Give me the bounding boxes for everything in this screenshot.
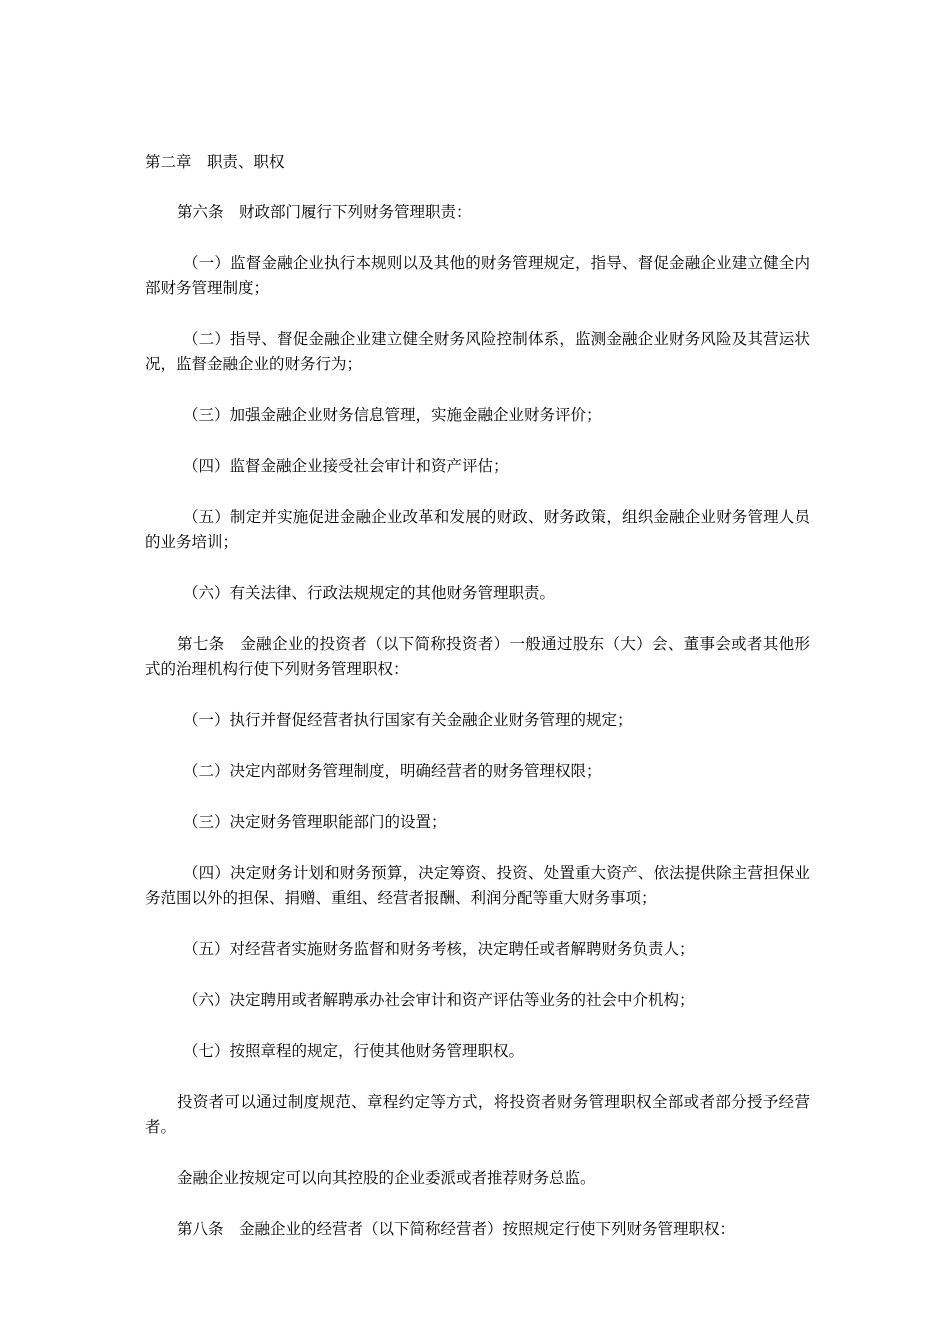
article-6-item-1: （一）监督金融企业执行本规则以及其他的财务管理规定，指导、督促金融企业建立健全内部财务管理制度； — [145, 254, 810, 297]
article-6-heading: 第六条 财政部门履行下列财务管理职责： — [177, 203, 472, 221]
article-7-item-2: （二）决定内部财务管理制度，明确经营者的财务管理权限； — [183, 762, 602, 780]
article-6-item-3: （三）加强金融企业财务信息管理，实施金融企业财务评价； — [183, 406, 602, 424]
article-7-item-7: （七）按照章程的规定，行使其他财务管理职权。 — [183, 1042, 525, 1060]
document-page — [145, 150, 810, 1268]
article-7-item-4: （四）决定财务计划和财务预算，决定筹资、投资、处置重大资产、依法提供除主营担保业务范围以外的担保、捐赠、重组、经营者报酬、利润分配等重大财务事项； — [145, 864, 810, 907]
article-7-item-6: （六）决定聘用或者解聘承办社会审计和资产评估等业务的社会中介机构； — [183, 991, 695, 1009]
article-7-delegation-paragraph: 投资者可以通过制度规范、章程约定等方式，将投资者财务管理职权全部或者部分授予经营者。 — [145, 1093, 810, 1136]
article-7-heading: 第七条 金融企业的投资者（以下简称投资者）一般通过股东（大）会、董事会或者其他形式的治理机构行使下列财务管理职权： — [145, 635, 810, 678]
chapter-title: 第二章 职责、职权 — [145, 153, 285, 171]
article-7-item-1: （一）执行并督促经营者执行国家有关金融企业财务管理的规定； — [183, 711, 633, 729]
article-7-cfo-paragraph: 金融企业按规定可以向其控股的企业委派或者推荐财务总监。 — [177, 1169, 596, 1187]
article-6-item-5: （五）制定并实施促进金融企业改革和发展的财政、财务政策，组织金融企业财务管理人员的业务培训； — [145, 508, 810, 551]
article-6-item-2: （二）指导、督促金融企业建立健全财务风险控制体系，监测金融企业财务风险及其营运状况，监督金融企业的财务行为； — [145, 330, 810, 373]
article-6-item-4: （四）监督金融企业接受社会审计和资产评估； — [183, 457, 509, 475]
article-7-item-3: （三）决定财务管理职能部门的设置； — [183, 813, 447, 831]
article-8-heading: 第八条 金融企业的经营者（以下简称经营者）按照规定行使下列财务管理职权： — [177, 1220, 736, 1238]
article-7-item-5: （五）对经营者实施财务监督和财务考核，决定聘任或者解聘财务负责人； — [183, 940, 695, 958]
article-6-item-6: （六）有关法律、行政法规规定的其他财务管理职责。 — [183, 584, 556, 602]
